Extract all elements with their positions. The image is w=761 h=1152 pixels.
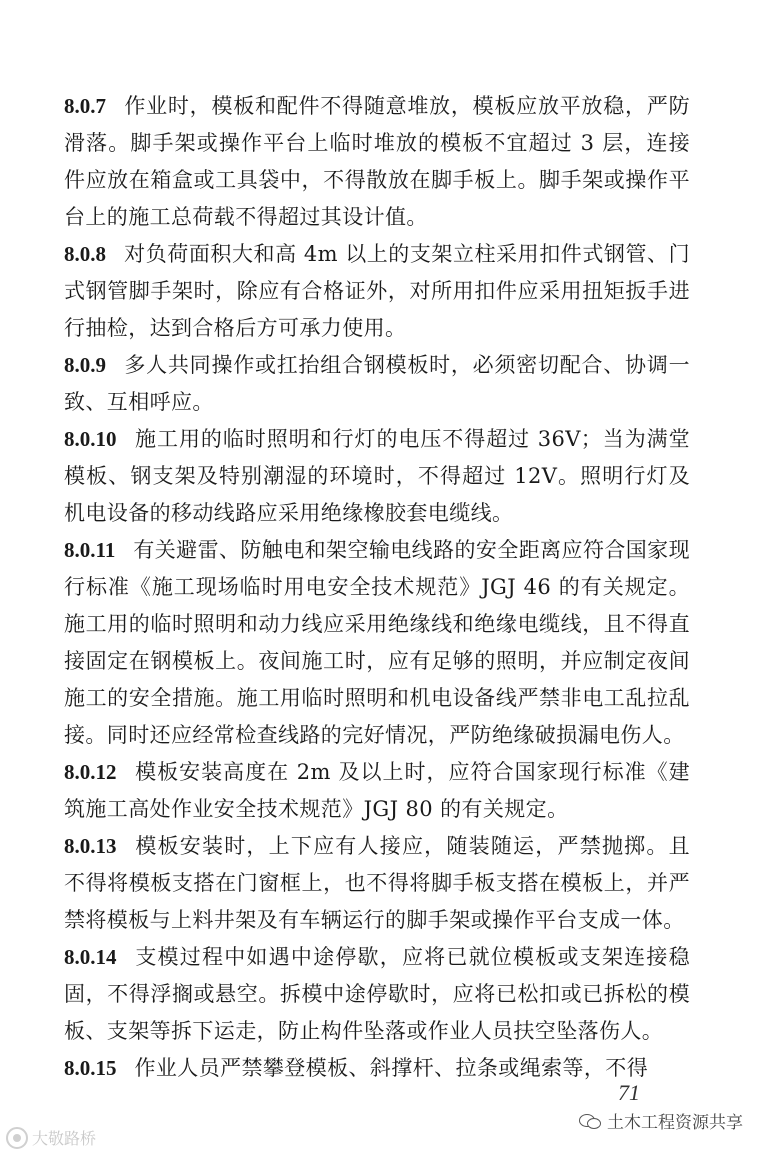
- clause-8-0-10: [64, 421, 690, 532]
- clause-number: 8.0.9: [64, 353, 106, 377]
- clause-8-0-7: [64, 88, 690, 236]
- clause-text: 施工用的临时照明和行灯的电压不得超过 36V；当为满堂模板、钢支架及特别潮湿的环境时，不得超过 12V。照明行灯及机电设备的移动线路应采用绝缘橡胶套电缆线。: [64, 427, 690, 525]
- clause-text: 支模过程中如遇中途停歇，应将已就位模板或支架连接稳固，不得浮搁或悬空。拆模中途停歇时，应将已松扣或已拆松的模板、支架等拆下运走，防止构件坠落或作业人员扶空坠落伤人。: [64, 945, 690, 1043]
- clause-8-0-14: [64, 939, 690, 1050]
- clause-number: 8.0.14: [64, 945, 117, 969]
- clause-number: 8.0.10: [64, 427, 117, 451]
- clause-text: 对负荷面积大和高 4m 以上的支架立柱采用扣件式钢管、门式钢管脚手架时，除应有合格证外，对所用扣件应采用扭矩扳手进行抽检，达到合格后方可承力使用。: [64, 242, 690, 340]
- clause-number: 8.0.12: [64, 760, 117, 784]
- watermark-left: [6, 1126, 96, 1149]
- clause-number: 8.0.7: [64, 94, 106, 118]
- clause-text: 模板安装高度在 2m 及以上时，应符合国家现行标准《建筑施工高处作业安全技术规范》JGJ 80 的有关规定。: [64, 760, 690, 821]
- watermark-left-text: 大敬路桥: [32, 1129, 97, 1148]
- document-page: [64, 88, 690, 1087]
- clause-number: 8.0.11: [64, 538, 116, 562]
- clause-8-0-13: [64, 828, 690, 939]
- clause-text: 模板安装时，上下应有人接应，随装随运，严禁抛掷。且不得将模板支搭在门窗框上，也不得将脚手板支搭在模板上，并严禁将模板与上料井架及有车辆运行的脚手架或操作平台支成一体。: [64, 834, 690, 932]
- watermark-right: [579, 1108, 743, 1133]
- wechat-icon: [579, 1112, 601, 1130]
- clause-number: 8.0.15: [64, 1056, 117, 1080]
- watermark-right-text: 土木工程资源共享: [607, 1113, 743, 1133]
- clause-text: 多人共同操作或扛抬组合钢模板时，必须密切配合、协调一致、互相呼应。: [64, 353, 690, 414]
- clause-text: 有关避雷、防触电和架空输电线路的安全距离应符合国家现行标准《施工现场临时用电安全技术规范》JGJ 46 的有关规定。施工用的临时照明和动力线应采用绝缘线和绝缘电缆线，且不得直接固定在钢模板上。夜间施工时，应有足够的照明，并应制定夜间施工的安全措施。施工用临时照明和机电设备线严禁非电工乱拉乱接。同时还应经常检查线路的完好情况，严防绝缘破损漏电伤人。: [64, 538, 690, 747]
- clause-number: 8.0.13: [64, 834, 117, 858]
- clause-text: 作业人员严禁攀登模板、斜撑杆、拉条或绳索等，不得: [134, 1056, 649, 1080]
- clause-text: 作业时，模板和配件不得随意堆放，模板应放平放稳，严防滑落。脚手架或操作平台上临时堆放的模板不宜超过 3 层，连接件应放在箱盒或工具袋中，不得散放在脚手板上。脚手架或操作平台上的施工总荷载不得超过其设计值。: [64, 94, 690, 229]
- clause-8-0-12: [64, 754, 690, 828]
- clause-8-0-8: [64, 236, 690, 347]
- clause-8-0-15: [64, 1050, 690, 1087]
- clause-8-0-9: [64, 347, 690, 421]
- clause-number: 8.0.8: [64, 242, 106, 266]
- page-number: 71: [618, 1080, 640, 1105]
- clause-8-0-11: [64, 532, 690, 754]
- logo-mark-icon: [6, 1127, 28, 1149]
